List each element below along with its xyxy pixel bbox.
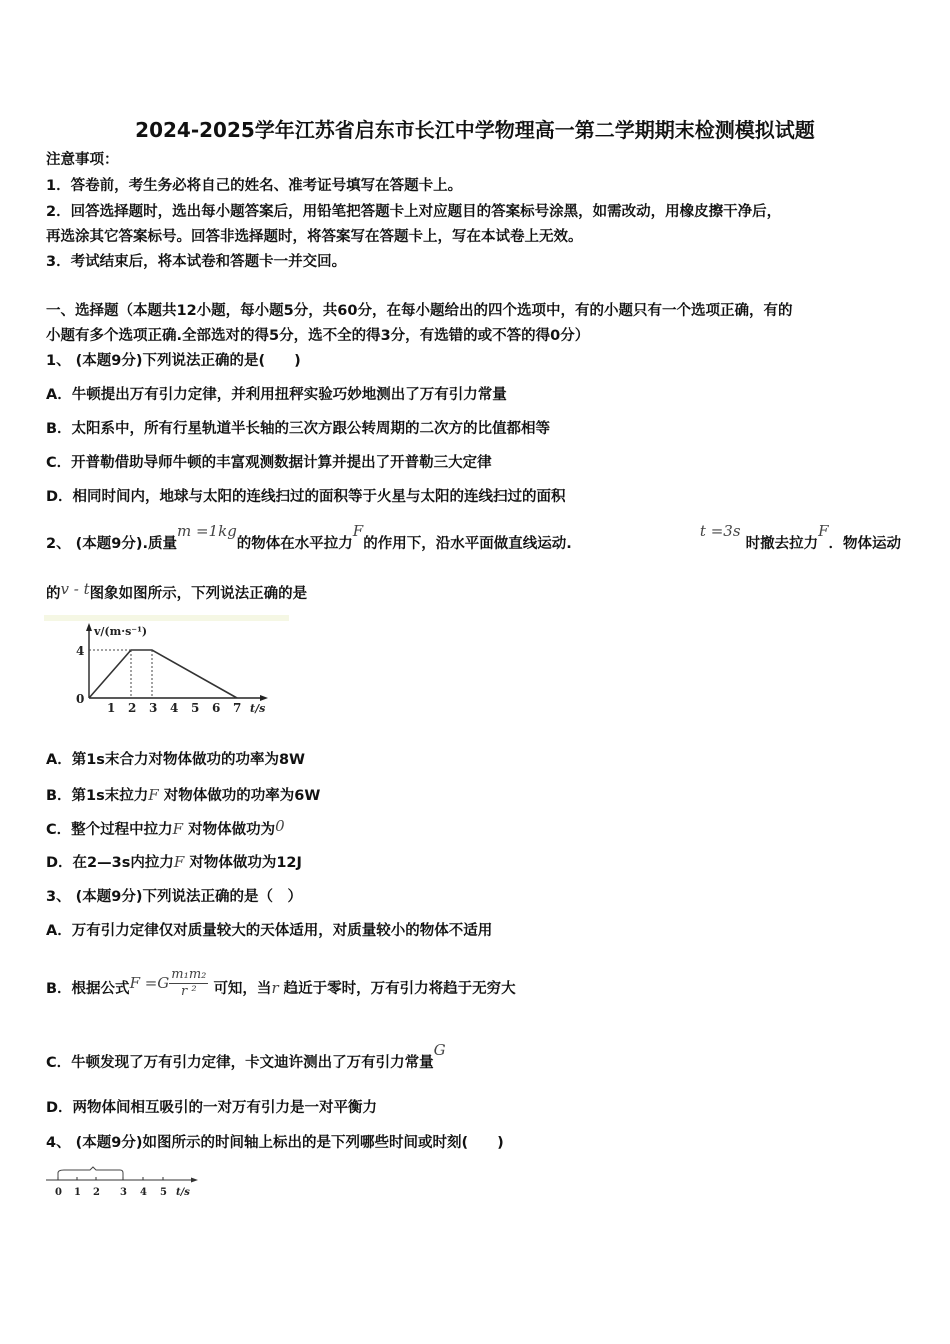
text: C．牛顿发现了万有引力定律，卡文迪许测出了万有引力常量: [46, 1055, 434, 1071]
question-3-stem: 3、 (本题9分)下列说法正确的是（ ）: [46, 889, 302, 905]
text: C．整个过程中拉力: [46, 822, 173, 838]
x-tick-label: 4: [170, 701, 179, 715]
section-heading: 小题有多个选项正确.全部选对的得5分，选不全的得3分，有选错的或不答的得0分）: [46, 328, 590, 344]
text: B．第1s末拉力: [46, 788, 149, 804]
tick-label: 4: [140, 1187, 147, 1198]
x-tick-label: 2: [128, 701, 137, 715]
q1-option-c: C．开普勒借助导师牛顿的丰富观测数据计算并提出了开普勒三大定律: [46, 455, 492, 471]
formula: F: [818, 522, 829, 540]
vt-line: [89, 650, 237, 698]
vt-graph: [44, 615, 294, 720]
notice-item: 2．回答选择题时，选出每小题答案后，用铅笔把答题卡上对应题目的答案标号涂黑，如需改动，用橡皮擦干净后，: [46, 204, 782, 220]
scan-artifact: [44, 615, 289, 621]
formula: t =3s: [699, 522, 741, 540]
formula: F: [148, 786, 159, 804]
formula: m =1kg: [177, 522, 237, 540]
text: 对物体做功为: [188, 822, 276, 838]
text: 趋近于零时，万有引力将趋于无穷大: [283, 981, 516, 997]
q2-option-a: A．第1s末合力对物体做功的功率为8W: [46, 752, 306, 768]
y-axis-label: v/(m·s⁻¹): [94, 625, 148, 638]
text: D．在2—3s内拉力: [46, 855, 174, 871]
arrow-icon: [260, 695, 268, 701]
x-tick-label: 1: [107, 701, 116, 715]
tick-label: 3: [120, 1187, 127, 1198]
text: 的物体在水平拉力: [236, 536, 353, 552]
denominator: r ²: [181, 983, 197, 999]
arrow-icon: [86, 623, 92, 631]
notice-item: 再选涂其它答案标号。回答非选择题时，将答案写在答题卡上，写在本试卷上无效。: [46, 229, 583, 245]
text: 2、 (本题9分).质量: [46, 536, 177, 552]
x-tick-label: 3: [149, 701, 158, 715]
guide-lines: [89, 650, 152, 698]
formula: v - t: [60, 580, 90, 598]
formula: r: [271, 979, 279, 997]
q2-option-c: [46, 819, 285, 840]
notice-heading: 注意事项：: [46, 152, 119, 168]
section-heading: 一、选择题（本题共12小题，每小题5分，共60分，在每小题给出的四个选项中，有的小题只有一个选项正确，有的: [46, 303, 793, 319]
text: 可知，当: [213, 981, 272, 997]
origin-label: 0: [76, 692, 85, 706]
formula: G: [433, 1041, 446, 1059]
q3-option-c: [46, 1041, 446, 1073]
x-tick-label: 5: [191, 701, 200, 715]
text: 时撤去拉力: [745, 536, 819, 552]
axis-unit: t/s: [176, 1187, 190, 1198]
x-tick-label: 6: [212, 701, 221, 715]
numerator: m₁m₂: [171, 966, 207, 982]
notice-item: 3．考试结束后，将本试卷和答题卡一并交回。: [46, 254, 347, 270]
q3-option-d: D．两物体间相互吸引的一对万有引力是一对平衡力: [46, 1100, 378, 1116]
q3-option-a: A．万有引力定律仅对质量较大的天体适用，对质量较小的物体不适用: [46, 923, 493, 939]
y-tick-label: 4: [76, 644, 85, 658]
q1-option-d: D．相同时间内，地球与太阳的连线扫过的面积等于火星与太阳的连线扫过的面积: [46, 489, 566, 505]
x-tick-label: 7: [233, 701, 242, 715]
formula: F: [352, 522, 364, 540]
formula: 0: [275, 817, 285, 835]
formula: F =G: [129, 974, 170, 992]
text: 图象如图所示，下列说法正确的是: [89, 586, 308, 602]
question-1-stem: 1、 (本题9分)下列说法正确的是( ): [46, 353, 301, 369]
q1-option-a: A．牛顿提出万有引力定律，并利用扭秤实验巧妙地测出了万有引力常量: [46, 387, 507, 403]
text: 对物体做功为12J: [189, 855, 302, 871]
formula: F: [173, 853, 185, 871]
q2-option-b: [46, 785, 320, 806]
page-title: 2024-2025学年江苏省启东市长江中学物理高一第二学期期末检测模拟试题: [135, 118, 815, 142]
question-2-stem: [46, 522, 901, 554]
x-axis-label: t/s: [250, 702, 266, 715]
text: 对物体做功的功率为6W: [163, 788, 321, 804]
text: 的: [46, 586, 61, 602]
text: 的作用下，沿水平面做直线运动.: [363, 536, 572, 552]
text: B．根据公式: [46, 981, 130, 997]
formula: F: [172, 820, 184, 838]
tick-label: 0: [55, 1187, 62, 1198]
notice-item: 1．答卷前，考生务必将自己的姓名、准考证号填写在答题卡上。: [46, 178, 463, 194]
tick-label: 5: [160, 1187, 167, 1198]
q1-option-b: B．太阳系中，所有行星轨道半长轴的三次方跟公转周期的二次方的比值都相等: [46, 421, 551, 437]
arrow-icon: [191, 1178, 198, 1183]
tick-label: 1: [74, 1187, 81, 1198]
question-4-stem: 4、 (本题9分)如图所示的时间轴上标出的是下列哪些时间或时刻( ): [46, 1135, 504, 1151]
q2-option-d: [46, 852, 302, 873]
time-axis: [44, 1166, 204, 1200]
fraction: [169, 967, 208, 1000]
q3-option-b: [46, 966, 516, 1011]
tick-label: 2: [93, 1187, 100, 1198]
question-2-stem-cont: [46, 580, 308, 604]
text: ．物体运动: [828, 536, 901, 552]
brace: [58, 1167, 123, 1180]
